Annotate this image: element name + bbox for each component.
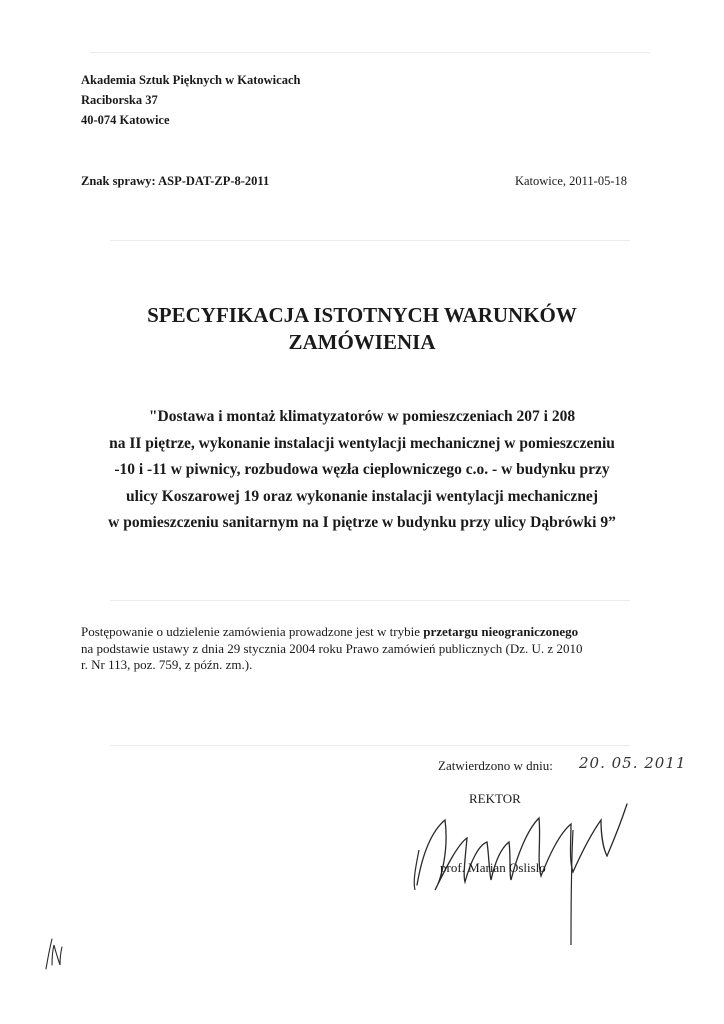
handwritten-approval-date: 20. 05. 2011 bbox=[579, 754, 687, 772]
subject-line: w pomieszczeniu sanitarnym na I piętrze w budynku przy ulicy Dąbrówki 9” bbox=[108, 514, 616, 531]
subject-line: "Dostawa i montaż klimatyzatorów w pomieszczeniach 207 i 208 bbox=[148, 408, 576, 425]
signer-name: prof. Marian Oslislo bbox=[440, 860, 546, 875]
approval-label: Zatwierdzono w dniu: bbox=[438, 758, 553, 773]
institution-address bbox=[81, 70, 300, 130]
handwritten-initials bbox=[40, 935, 70, 975]
procedure-text: Postępowanie o udzielenie zamówienia prowadzone jest w trybie bbox=[81, 624, 424, 639]
bleed-through-rule bbox=[90, 52, 650, 53]
bleed-through-rule bbox=[110, 240, 630, 241]
procedure-line: r. Nr 113, poz. 759, z późn. zm.). bbox=[81, 657, 253, 672]
institution-city: 40-074 Katowice bbox=[81, 113, 170, 127]
contract-subject bbox=[70, 404, 654, 537]
rektor-title: REKTOR bbox=[469, 791, 521, 806]
institution-street: Raciborska 37 bbox=[81, 93, 158, 107]
bleed-through-rule bbox=[110, 600, 630, 601]
document-title-line: ZAMÓWIENIA bbox=[288, 330, 436, 354]
procedure-mode: przetargu nieograniczonego bbox=[423, 624, 579, 639]
bleed-through-rule bbox=[110, 745, 630, 746]
procedure-line bbox=[81, 624, 649, 641]
institution-name: Akademia Sztuk Pięknych w Katowicach bbox=[81, 73, 301, 87]
place-date: Katowice, 2011-05-18 bbox=[514, 174, 627, 188]
subject-line: -10 i -11 w piwnicy, rozbudowa węzła cieplowniczego c.o. - w budynku przy bbox=[114, 461, 610, 478]
procedure-line: na podstawie ustawy z dnia 29 stycznia 2004 roku Prawo zamówień publicznych (Dz. U. z 2010 bbox=[81, 640, 583, 656]
procedure-paragraph bbox=[81, 624, 649, 674]
document-title bbox=[60, 302, 664, 356]
document-title-line: SPECYFIKACJA ISTOTNYCH WARUNKÓW bbox=[147, 303, 577, 327]
case-reference: Znak sprawy: ASP-DAT-ZP-8-2011 bbox=[81, 174, 270, 188]
subject-line: na II piętrze, wykonanie instalacji wentylacji mechanicznej w pomieszczeniu bbox=[109, 434, 615, 452]
subject-line: ulicy Koszarowej 19 oraz wykonanie instalacji wentylacji mechanicznej bbox=[126, 487, 598, 505]
